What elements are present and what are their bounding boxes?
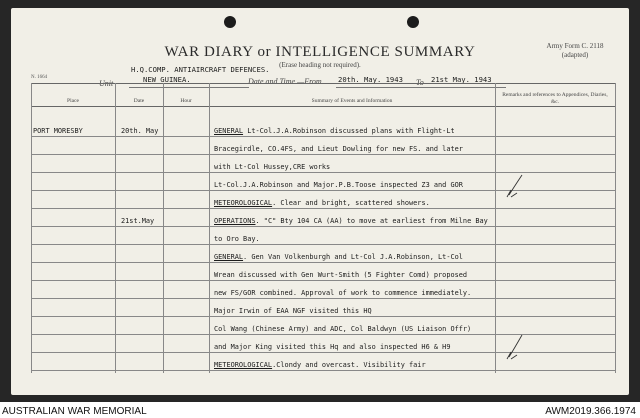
row-rule: [31, 154, 615, 155]
summary-line-9: Wrean discussed with Gen Wurt-Smith (5 Fighter Comd) proposed: [214, 271, 468, 279]
col-header-date: Date: [133, 98, 145, 104]
unit-underline: [129, 87, 249, 88]
date-entry-21-may: 21st.May: [121, 217, 155, 225]
summary-line-7: to Oro Bay.: [214, 235, 260, 243]
col-divider-hour-summary: [209, 83, 210, 373]
row-rule: [31, 208, 615, 209]
date-time-label: Date and Time.—From: [248, 77, 322, 86]
unit-label: Unit: [99, 79, 114, 88]
row-rule: [31, 298, 615, 299]
unit-value-line1: H.Q.COMP. ANTIAIRCRAFT DEFENCES.: [131, 65, 270, 74]
unit-value-line2: NEW GUINEA.: [143, 75, 191, 84]
handwritten-tick-mark: [505, 173, 525, 199]
col-divider-place-date: [115, 83, 116, 373]
war-diary-sheet: [11, 8, 629, 395]
row-rule: [31, 316, 615, 317]
summary-line-13: and Major King visited this Hq and also inspected H6 & H9: [214, 343, 451, 351]
row-rule: [31, 280, 615, 281]
to-label: To: [416, 78, 424, 87]
row-rule: [31, 262, 615, 263]
punch-hole-left: [224, 16, 236, 28]
summary-line-4: Lt-Col.J.A.Robinson and Major.P.B.Toose inspected Z3 and GOR: [214, 181, 463, 189]
row-rule: [31, 352, 615, 353]
row-rule: [31, 226, 615, 227]
place-entry: PORT MORESBY: [33, 127, 83, 135]
col-header-summary: Summary of Events and Information: [311, 98, 393, 104]
summary-line-14: METEOROLOGICAL.Clondy and overcast. Visibility fair: [214, 361, 426, 369]
summary-line-12: Col Wang (Chinese Army) and ADC, Col Baldwyn (US Liaison Offr): [214, 325, 472, 333]
col-divider-summary-remarks: [495, 83, 496, 373]
summary-line-10: new FS/GOR combined. Approval of work to commence immediately.: [214, 289, 472, 297]
row-rule: [31, 244, 615, 245]
to-date: 21st May. 1943: [431, 75, 492, 84]
row-rule: [31, 136, 615, 137]
form-code: N. 1664: [31, 75, 48, 80]
row-rule: [31, 334, 615, 335]
from-date: 20th. May. 1943: [338, 75, 403, 84]
summary-line-3: with Lt-Col Hussey,CRE works: [214, 163, 331, 171]
punch-hole-right: [407, 16, 419, 28]
summary-line-2: Bracegirdle, CO.4FS, and Lieut Dowling for new FS. and later: [214, 145, 463, 153]
col-divider-date-hour: [163, 83, 164, 373]
date-underline: [336, 87, 506, 88]
col-header-remarks: Remarks and references to Appendices, Diaries, &c.: [502, 92, 608, 105]
row-rule: [31, 370, 615, 371]
form-title: WAR DIARY or INTELLIGENCE SUMMARY: [164, 44, 476, 60]
table-left-border: [31, 83, 32, 373]
col-header-hour: Hour: [180, 98, 192, 104]
archive-credit: AUSTRALIAN WAR MEMORIAL: [2, 406, 147, 417]
row-rule: [31, 190, 615, 191]
header-bottom-rule: [31, 106, 615, 107]
date-entry-20-may: 20th. May: [121, 127, 159, 135]
col-header-place: Place: [67, 98, 79, 104]
summary-line-8: GENERAL. Gen Van Volkenburgh and Lt-Col J.A.Robinson, Lt-Col: [214, 253, 463, 261]
form-subtitle: (Erase heading not required).: [279, 61, 361, 69]
row-rule: [31, 172, 615, 173]
archive-reference: AWM2019.366.1974: [545, 406, 636, 417]
table-right-border: [615, 83, 616, 373]
summary-line-5: METEOROLOGICAL. Clear and bright, scattered showers.: [214, 199, 430, 207]
summary-line-6: OPERATIONS. "C" Bty 104 CA (AA) to move at earliest from Milne Bay: [214, 217, 488, 225]
table-top-rule: [31, 83, 615, 84]
form-number: Army Form C. 2118 (adapted): [546, 42, 604, 59]
handwritten-tick-mark: [505, 333, 525, 361]
summary-line-1: GENERAL Lt-Col.J.A.Robinson discussed plans with Flight-Lt: [214, 127, 455, 135]
summary-line-11: Major Irwin of EAA NGF visited this HQ: [214, 307, 372, 315]
